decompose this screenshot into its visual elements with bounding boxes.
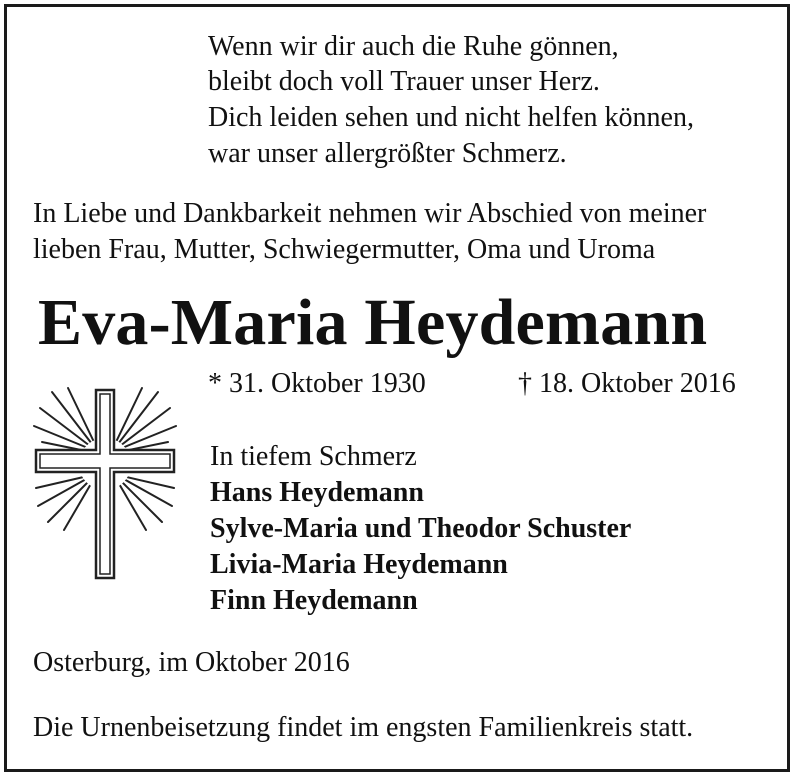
deceased-name: Eva-Maria Heydemann: [38, 286, 708, 359]
mourner-2: Sylve-Maria und Theodor Schuster: [210, 513, 632, 544]
burial-note: Die Urnenbeisetzung findet im engsten Familienkreis statt.: [33, 712, 694, 743]
birth-date: * 31. Oktober 1930: [208, 368, 426, 399]
cross-with-rays-icon: [30, 386, 180, 582]
poem-line-2: bleibt doch voll Trauer unser Herz.: [208, 66, 600, 97]
intro-line-2: lieben Frau, Mutter, Schwiegermutter, Oma und Uroma: [33, 234, 656, 265]
mourner-3: Livia-Maria Heydemann: [210, 549, 508, 580]
place-date: Osterburg, im Oktober 2016: [33, 647, 350, 678]
poem-line-4: war unser allergrößter Schmerz.: [208, 138, 567, 169]
death-date: † 18. Oktober 2016: [518, 368, 736, 399]
poem-line-1: Wenn wir dir auch die Ruhe gönnen,: [208, 31, 619, 62]
mourner-1: Hans Heydemann: [210, 477, 424, 508]
mourner-4: Finn Heydemann: [210, 585, 418, 616]
poem-line-3: Dich leiden sehen und nicht helfen können,: [208, 102, 694, 133]
intro-line-1: In Liebe und Dankbarkeit nehmen wir Abschied von meiner: [33, 198, 707, 229]
mourning-heading: In tiefem Schmerz: [210, 441, 417, 472]
